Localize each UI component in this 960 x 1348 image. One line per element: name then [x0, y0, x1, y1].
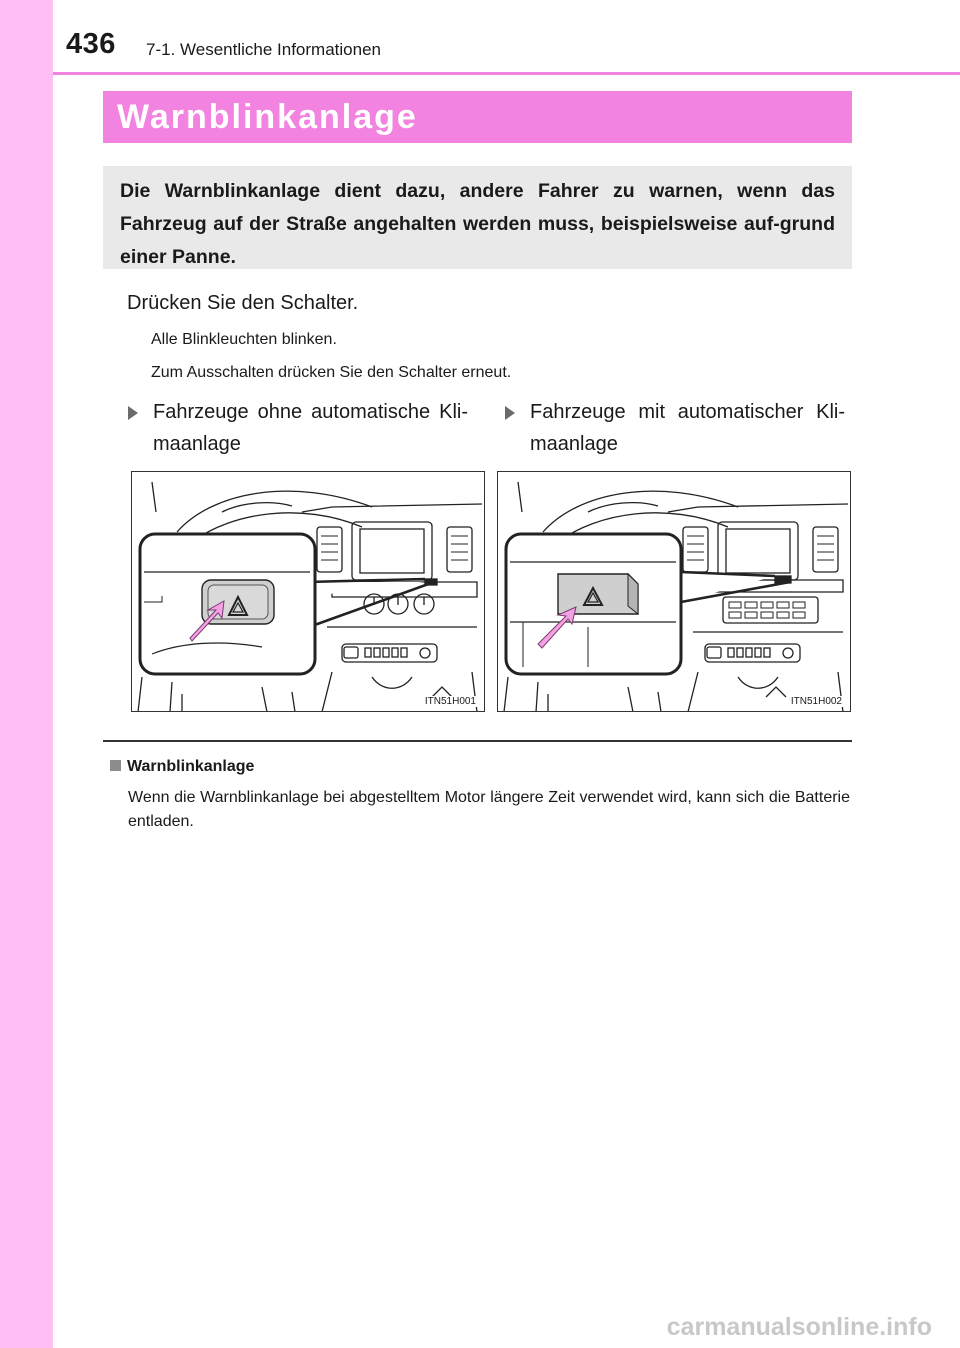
figure-dashboard-auto-ac [497, 471, 851, 712]
variant-heading-1 [128, 396, 468, 460]
chapter-title: 7-1. Wesentliche Informationen [146, 40, 381, 59]
dashboard-illustration-2 [498, 472, 851, 712]
instruction-note-1: Alle Blinkleuchten blinken. [151, 331, 337, 348]
figure-id-2: ITN51H002 [790, 696, 842, 707]
intro-box [103, 166, 852, 269]
section-divider [103, 740, 852, 742]
figure-dashboard-manual-ac [131, 471, 485, 712]
variant-label-2: Fahrzeuge mit automatischer Kli-maanlage [530, 401, 845, 455]
note-heading [110, 758, 254, 776]
square-bullet-icon [110, 760, 121, 771]
dashboard-illustration-1 [132, 472, 485, 712]
triangle-bullet-icon [128, 406, 138, 420]
page-number: 436 [66, 28, 116, 60]
note-heading-text: Warnblinkanlage [127, 758, 255, 775]
header-rule [53, 72, 960, 75]
note-body: Wenn die Warnblinkanlage bei abgestelltem Motor längere Zeit verwendet wird, kann sich die Batterie entladen. [128, 789, 850, 830]
variant-label-1: Fahrzeuge ohne automatische Kli-maanlage [153, 401, 468, 455]
variant-heading-2 [505, 396, 845, 460]
side-strip [0, 0, 53, 1348]
intro-text: Die Warnblinkanlage dient dazu, andere Fahrer zu warnen, wenn das Fahrzeug auf der Straße angehalten werden muss, beispielsweise auf-grund einer Panne. [120, 180, 835, 268]
instruction-step: Drücken Sie den Schalter. [127, 292, 359, 314]
watermark: carmanualsonline.info [666, 1313, 932, 1341]
instruction-note-2: Zum Ausschalten drücken Sie den Schalter erneut. [151, 364, 512, 381]
section-title: Warnblinkanlage [117, 98, 418, 136]
triangle-bullet-icon [505, 406, 515, 420]
figure-id-1: ITN51H001 [424, 696, 476, 707]
section-title-bar [103, 91, 852, 143]
